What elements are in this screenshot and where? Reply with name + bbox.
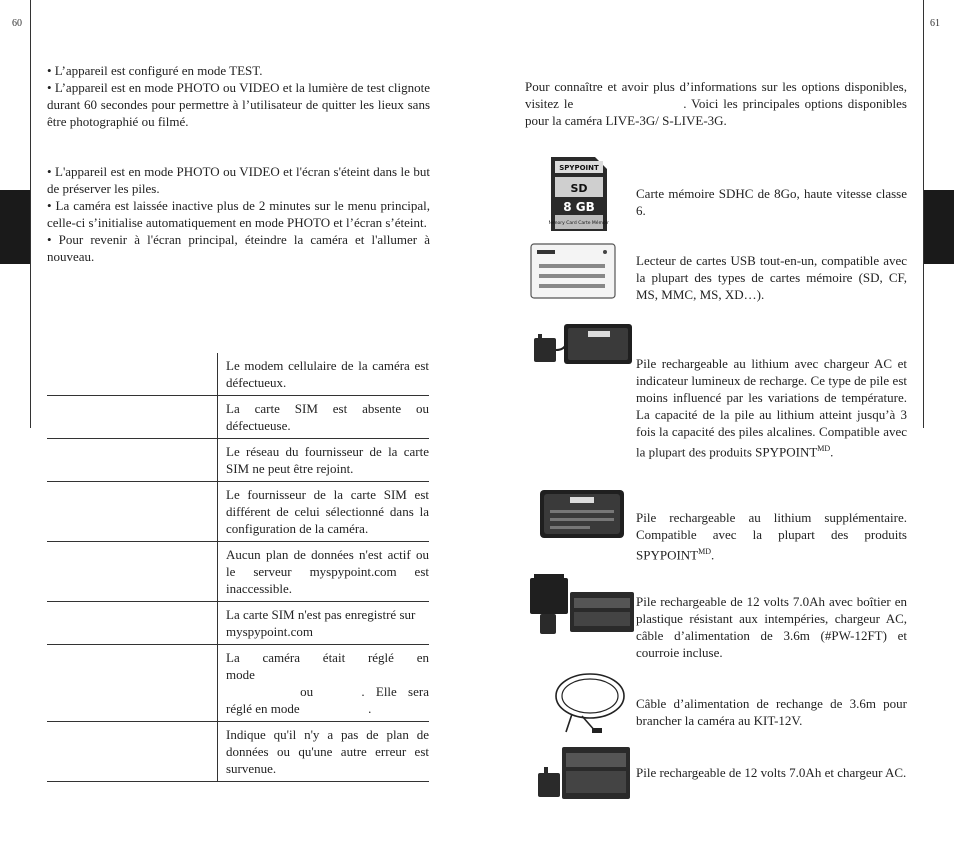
lithium-battery-icon [538,488,626,540]
right-margin-line [923,0,924,428]
cause-cell: Indique qu'il n'y a pas de plan de données ou qu'une autre erreur est survenue. [226,727,429,776]
cause-cell: Le modem cellulaire de la caméra est défectueux. [226,358,429,390]
cause-text-part: . [368,701,372,716]
screen-off-line-3: • Pour revenir à l'écran principal, éteindre la caméra et l'allumer à nouveau. [47,232,430,264]
cause-text-part: . Elle sera [361,684,429,699]
cause-text-part: réglé en mode [226,701,300,716]
left-thumb-tab [0,190,30,264]
table-row [47,439,429,482]
power-cable-icon [552,668,628,736]
screen-off-line-2: • La caméra est laissée inactive plus de 2 minutes sur le menu principal, celle-ci s’initialise automatiquement en mode PHOTO et l’écran s’éteint. [47,198,430,230]
test-mode-section [47,62,430,130]
accessory-text-sd-card: Carte mémoire SDHC de 8Go, haute vitesse classe 6. [636,186,907,218]
left-margin-line [30,0,31,428]
accessories-intro [525,78,907,129]
table-row [47,645,429,722]
cause-cell [218,645,430,722]
accessory-text-12v-battery: Pile rechargeable de 12 volts 7.0Ah et chargeur AC. [636,765,907,780]
cause-text-part: La caméra était réglé en mode [226,650,429,682]
accessory-text-card-reader: Lecteur de cartes USB tout-en-un, compatible avec la plupart des types de cartes mémoire (SD, CF, MS, MMC, MS, XD…). [636,253,907,302]
accessory-text-power-cable: Câble d’alimentation de rechange de 3.6m pour brancher la caméra au KIT-12V. [636,696,907,728]
test-mode-line-1: • L’appareil est configuré en mode TEST. [47,63,263,78]
accessory-text-battery-kit: Pile rechargeable de 12 volts 7.0Ah avec boîtier en plastique résistant aux intempéries, chargeur AC, câble d’alimentation de 3.6m (#PW-12FT) et courroie incluse. [636,594,907,660]
sd-label-bottom: Memory Card Carte Mémoire [549,221,609,226]
screen-off-line-1: • L'appareil est en mode PHOTO ou VIDEO et l'écran s'éteint dans le but de préserver les piles. [47,164,430,196]
cause-cell: La carte SIM est absente ou défectueuse. [226,401,429,433]
accessory-text-lithium-charger: Pile rechargeable au lithium avec chargeur AC et indicateur lumineux de recharge. Ce type de pile est moins influencé par les variations de température. La capacité de la pile au lithium atteint jusqu’à 3 fois la capacité des piles alcalines. Compatible avec la plupart des produits $SPYPOINT^{MD}$. [636,356,907,460]
table-row [47,602,429,645]
card-reader-icon [529,242,617,300]
page-number-left: 60 [12,18,22,29]
cause-cell: La carte SIM n'est pas enregistré sur myspypoint.com [226,607,416,639]
battery-box-kit-icon [528,572,636,638]
intro-text-a: Pour connaître et avoir plus d’informations sur les options disponibles, visitez le [525,79,907,111]
test-mode-line-2: • L’appareil est en mode PHOTO ou VIDEO et la lumière de test clignote durant 60 secondes pour permettre à l’utilisateur de quitter les lieux sans être photographié ou filmé. [47,80,430,129]
sd-label-top: SPYPOINT [559,164,599,172]
cause-text-part: ou [300,684,314,699]
page-number-right: 61 [930,18,940,29]
troubleshooting-table [47,353,429,782]
accessory-text-lithium-battery: Pile rechargeable au lithium supplémentaire. Compatible avec la plupart des produits $SPYPOINT^{MD}$. [636,510,907,563]
intro-text-b: . Voici les principales options disponibles pour la caméra LIVE-3G/ S-LIVE-3G. [525,96,907,128]
svg-text:SD: SD [570,182,588,195]
cause-cell: Le fournisseur de la carte SIM est différent de celui sélectionné dans la configuration de la caméra. [226,487,429,536]
right-thumb-tab [923,190,954,264]
sd-card-icon [549,155,609,233]
screen-off-section [47,163,430,265]
table-row [47,722,429,782]
cause-cell: Aucun plan de données n'est actif ou le serveur myspypoint.com est inaccessible. [226,547,429,596]
table-row [47,353,429,396]
lithium-battery-charger-icon [532,320,634,368]
table-row [47,542,429,602]
12v-battery-charger-icon [536,745,632,801]
cause-cell: Le réseau du fournisseur de la carte SIM ne peut être rejoint. [226,444,429,476]
table-row [47,482,429,542]
table-row [47,396,429,439]
sd-label-mid: 8 GB [563,200,595,214]
